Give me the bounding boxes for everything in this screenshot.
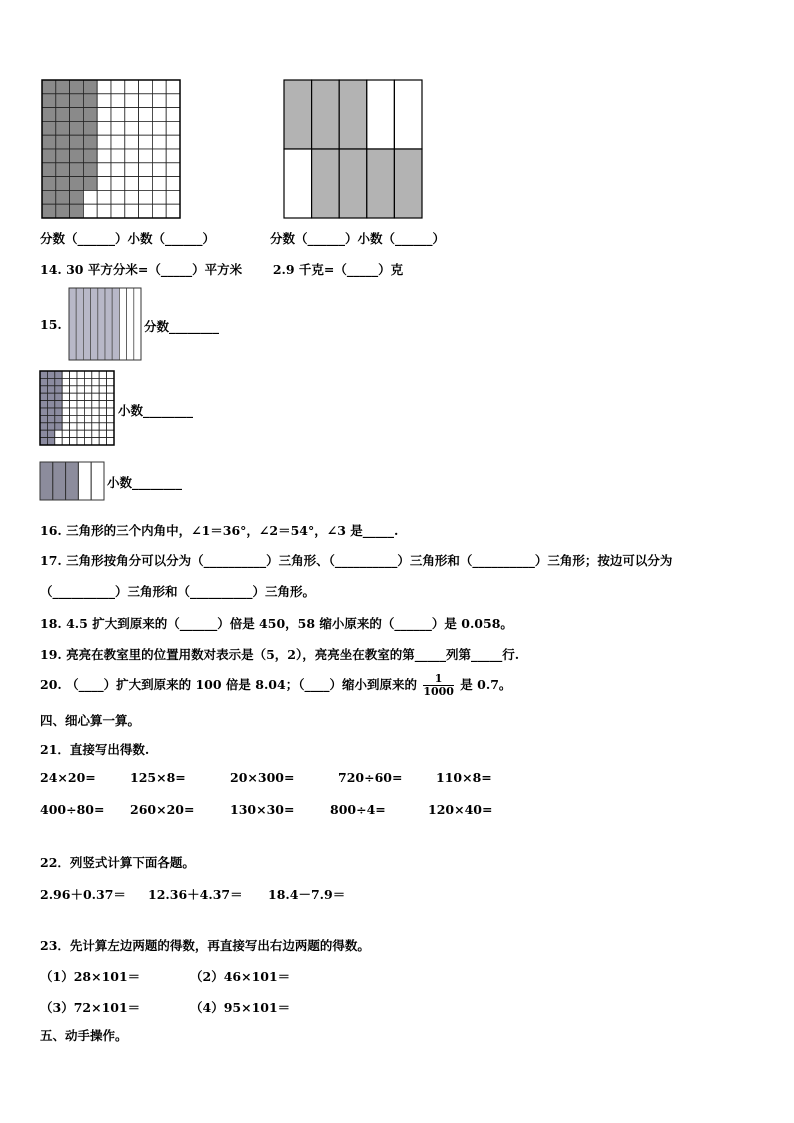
grid-cell — [394, 80, 422, 149]
shaded-cell — [83, 163, 97, 177]
ten-strip-figure — [68, 287, 142, 361]
grid-cell — [139, 108, 153, 122]
grid-cell — [111, 135, 125, 149]
shaded-cell — [42, 149, 56, 163]
shaded-cell — [47, 378, 54, 385]
grid-cell — [125, 149, 139, 163]
grid-cell — [70, 415, 77, 422]
shaded-cell — [70, 177, 84, 191]
section-heading-4: 四、细心算一算。 — [40, 713, 141, 728]
shaded-cell — [83, 121, 97, 135]
grid-cell — [111, 204, 125, 218]
grid-cell — [92, 430, 99, 437]
grid-cell — [84, 378, 91, 385]
shaded-cell — [312, 80, 340, 149]
question-21-title: 21．直接写出得数. — [40, 742, 150, 757]
grid-cell — [97, 121, 111, 135]
grid-cell — [70, 423, 77, 430]
grid-cell — [92, 401, 99, 408]
grid-cell — [166, 80, 180, 94]
grid-cell — [77, 378, 84, 385]
grid-cell — [107, 438, 114, 445]
question-number: 18. — [40, 616, 62, 631]
shaded-strip — [98, 288, 105, 360]
hundred-grid-figure-small — [39, 370, 115, 446]
grid-cell — [84, 415, 91, 422]
grid-cell — [139, 135, 153, 149]
grid-cell — [99, 371, 106, 378]
shaded-cell — [42, 94, 56, 108]
grid-cell — [77, 401, 84, 408]
section-heading-5: 五、动手操作。 — [40, 1028, 128, 1043]
calc-item: 720÷60= — [338, 770, 403, 785]
shaded-cell — [70, 121, 84, 135]
grid-cell — [111, 80, 125, 94]
shaded-strip — [53, 462, 66, 500]
grid-cell — [139, 190, 153, 204]
grid-cell — [125, 80, 139, 94]
question-text: 三角形的三个内角中，∠1＝36°，∠2＝54°，∠3 是_____. — [66, 523, 399, 538]
grid-cell — [84, 393, 91, 400]
shaded-cell — [56, 121, 70, 135]
calc-item: 110×8= — [436, 770, 492, 785]
hundred-grid-figure — [41, 79, 181, 219]
question-number: 14. — [40, 262, 62, 277]
shaded-cell — [339, 149, 367, 218]
grid-cell — [62, 423, 69, 430]
shaded-strip — [40, 462, 53, 500]
calc-item: 400÷80= — [40, 802, 105, 817]
question-17-line1 — [40, 551, 672, 569]
grid-cell — [70, 393, 77, 400]
shaded-cell — [83, 80, 97, 94]
shaded-cell — [40, 401, 47, 408]
shaded-cell — [55, 393, 62, 400]
shaded-cell — [55, 401, 62, 408]
grid-cell — [70, 438, 77, 445]
calc-item: （3）72×101＝ — [40, 1000, 141, 1015]
grid-cell — [92, 378, 99, 385]
calc-item: 20×300= — [230, 770, 295, 785]
grid-cell — [107, 378, 114, 385]
q15-label-decimal-2: 小数________ — [107, 475, 183, 490]
grid-cell — [166, 204, 180, 218]
shaded-cell — [70, 163, 84, 177]
shaded-cell — [55, 423, 62, 430]
grid-cell — [55, 438, 62, 445]
grid-cell — [152, 177, 166, 191]
grid-cell — [107, 401, 114, 408]
shaded-strip — [66, 462, 79, 500]
grid-cell — [84, 438, 91, 445]
grid-cell — [125, 163, 139, 177]
grid-cell — [97, 94, 111, 108]
grid-cell — [97, 177, 111, 191]
shaded-cell — [70, 190, 84, 204]
grid-cell — [111, 121, 125, 135]
grid-cell — [84, 371, 91, 378]
shaded-cell — [40, 430, 47, 437]
grid-cell — [111, 177, 125, 191]
grid-cell — [99, 423, 106, 430]
question-text: 亮亮在教室里的位置用数对表示是（5，2），亮亮坐在教室的第_____列第_____行. — [66, 647, 520, 662]
shaded-cell — [70, 135, 84, 149]
grid-cell — [107, 371, 114, 378]
shaded-cell — [70, 149, 84, 163]
grid-cell — [70, 401, 77, 408]
grid-cell — [125, 190, 139, 204]
grid-cell — [62, 408, 69, 415]
grid-cell — [70, 378, 77, 385]
shaded-cell — [70, 94, 84, 108]
grid-cell — [92, 371, 99, 378]
shaded-cell — [56, 149, 70, 163]
shaded-cell — [42, 121, 56, 135]
shaded-cell — [83, 135, 97, 149]
shaded-cell — [56, 163, 70, 177]
grid-cell — [125, 177, 139, 191]
question-14 — [40, 260, 403, 278]
shaded-cell — [40, 378, 47, 385]
grid-cell — [62, 378, 69, 385]
grid-cell — [152, 108, 166, 122]
question-text: （____）扩大到原来的 100 倍是 8.04；（____）缩小到原来的 — [66, 677, 417, 692]
shaded-cell — [42, 80, 56, 94]
shaded-cell — [47, 430, 54, 437]
grid-cell — [152, 149, 166, 163]
grid-cell — [107, 430, 114, 437]
shaded-cell — [394, 149, 422, 218]
grid-cell — [84, 386, 91, 393]
grid-cell — [62, 393, 69, 400]
strip — [127, 288, 134, 360]
question-22-title: 22．列竖式计算下面各题。 — [40, 855, 195, 870]
grid-cell — [99, 386, 106, 393]
grid-cell — [92, 386, 99, 393]
shaded-strip — [91, 288, 98, 360]
shaded-cell — [42, 108, 56, 122]
grid-cell — [152, 80, 166, 94]
strip — [91, 462, 104, 500]
fraction — [423, 673, 454, 698]
grid-cell — [107, 408, 114, 415]
shaded-cell — [339, 80, 367, 149]
grid-cell — [62, 430, 69, 437]
grid-cell — [166, 135, 180, 149]
grid-cell — [111, 149, 125, 163]
grid-cell — [125, 204, 139, 218]
grid-cell — [139, 177, 153, 191]
shaded-cell — [47, 423, 54, 430]
grid-cell — [83, 204, 97, 218]
grid-cell — [111, 163, 125, 177]
shaded-cell — [40, 415, 47, 422]
grid-cell — [166, 94, 180, 108]
question-text: 三角形按角分可以分为（__________）三角形、（__________）三角形和（__________）三角形；按边可以分为 — [66, 553, 673, 568]
calc-item: 800÷4= — [330, 802, 386, 817]
grid-cell — [92, 423, 99, 430]
grid-cell — [152, 163, 166, 177]
grid-cell — [166, 108, 180, 122]
shaded-cell — [40, 386, 47, 393]
shaded-cell — [47, 438, 54, 445]
grid-cell — [97, 108, 111, 122]
grid-cell — [70, 408, 77, 415]
grid-cell — [367, 80, 395, 149]
calc-item: （4）95×101＝ — [190, 1000, 291, 1015]
grid-cell — [84, 430, 91, 437]
question-number: 20. — [40, 677, 62, 692]
grid-cell — [139, 80, 153, 94]
calc-item: 18.4－7.9＝ — [268, 887, 346, 902]
grid-cell — [70, 430, 77, 437]
grid-cell — [111, 190, 125, 204]
grid-cell — [99, 378, 106, 385]
grid-cell — [62, 386, 69, 393]
shaded-cell — [367, 149, 395, 218]
calc-item: （1）28×101＝ — [40, 969, 141, 984]
grid-cell — [152, 204, 166, 218]
shaded-cell — [312, 149, 340, 218]
shaded-cell — [83, 108, 97, 122]
grid-cell — [166, 163, 180, 177]
grid-cell — [139, 121, 153, 135]
q15-label-decimal-1: 小数________ — [118, 403, 194, 418]
grid-cell — [97, 204, 111, 218]
grid-cell — [166, 177, 180, 191]
grid-cell — [77, 408, 84, 415]
question-number: 17. — [40, 553, 62, 568]
grid-cell — [97, 135, 111, 149]
calc-item: （2）46×101＝ — [190, 969, 291, 984]
shaded-cell — [40, 393, 47, 400]
calc-item: 125×8= — [130, 770, 186, 785]
shaded-cell — [70, 204, 84, 218]
grid-cell — [152, 190, 166, 204]
grid-cell — [125, 121, 139, 135]
grid-cell — [125, 135, 139, 149]
shaded-cell — [56, 80, 70, 94]
question-text: 30 平方分米=（_____）平方米 — [66, 262, 243, 277]
shaded-cell — [56, 108, 70, 122]
grid-cell — [62, 371, 69, 378]
grid-cell — [111, 94, 125, 108]
shaded-cell — [40, 438, 47, 445]
grid-cell — [77, 386, 84, 393]
grid-cell — [139, 94, 153, 108]
question-number: 19. — [40, 647, 62, 662]
grid-cell — [99, 415, 106, 422]
fraction-denominator: 1000 — [423, 685, 454, 698]
question-23-title: 23．先计算左边两题的得数，再直接写出右边两题的得数。 — [40, 938, 370, 953]
shaded-cell — [55, 415, 62, 422]
calc-item: 120×40= — [428, 802, 493, 817]
grid-cell — [99, 408, 106, 415]
grid-cell — [139, 149, 153, 163]
grid-cell — [70, 386, 77, 393]
grid-cell — [125, 108, 139, 122]
question-15-number: 15. — [40, 317, 62, 332]
grid-cell — [152, 94, 166, 108]
shaded-strip — [112, 288, 119, 360]
shaded-cell — [40, 371, 47, 378]
shaded-cell — [42, 163, 56, 177]
grid-cell — [84, 423, 91, 430]
shaded-cell — [47, 386, 54, 393]
shaded-strip — [76, 288, 83, 360]
strip — [119, 288, 126, 360]
shaded-cell — [40, 408, 47, 415]
question-20 — [40, 673, 511, 698]
shaded-cell — [47, 415, 54, 422]
grid-cell — [107, 415, 114, 422]
question-19 — [40, 645, 519, 663]
question-text-end: 是 0.7。 — [460, 677, 512, 692]
grid-cell — [97, 163, 111, 177]
shaded-cell — [83, 94, 97, 108]
grid-cell — [107, 423, 114, 430]
calc-item: 12.36＋4.37＝ — [148, 887, 243, 902]
grid-cell — [97, 149, 111, 163]
grid-cell — [107, 393, 114, 400]
shaded-cell — [83, 177, 97, 191]
grid-cell — [77, 430, 84, 437]
shaded-cell — [42, 135, 56, 149]
grid-cell — [111, 108, 125, 122]
grid-cell — [92, 408, 99, 415]
q13-left-label: 分数（______）小数（______） — [40, 231, 216, 246]
shaded-strip — [69, 288, 76, 360]
shaded-cell — [47, 393, 54, 400]
grid-cell — [77, 415, 84, 422]
shaded-cell — [40, 423, 47, 430]
question-18 — [40, 614, 513, 632]
question-16 — [40, 521, 398, 539]
grid-cell — [152, 121, 166, 135]
grid-cell — [284, 149, 312, 218]
grid-cell — [92, 415, 99, 422]
grid-cell — [70, 371, 77, 378]
shaded-cell — [42, 177, 56, 191]
grid-cell — [99, 393, 106, 400]
grid-cell — [77, 423, 84, 430]
shaded-strip — [83, 288, 90, 360]
grid-cell — [77, 371, 84, 378]
shaded-cell — [56, 94, 70, 108]
shaded-cell — [47, 371, 54, 378]
fraction-numerator: 1 — [423, 673, 454, 686]
q15-label-fraction: 分数________ — [144, 319, 220, 334]
grid-cell — [166, 190, 180, 204]
shaded-cell — [47, 401, 54, 408]
shaded-cell — [42, 204, 56, 218]
shaded-cell — [55, 408, 62, 415]
grid-cell — [77, 438, 84, 445]
grid-cell — [97, 190, 111, 204]
grid-cell — [62, 415, 69, 422]
q13-right-label: 分数（______）小数（______） — [270, 231, 446, 246]
grid-cell — [77, 393, 84, 400]
grid-cell — [84, 408, 91, 415]
grid-cell — [139, 204, 153, 218]
shaded-cell — [284, 80, 312, 149]
shaded-cell — [42, 190, 56, 204]
shaded-cell — [55, 386, 62, 393]
grid-cell — [125, 94, 139, 108]
calc-item: 24×20= — [40, 770, 96, 785]
grid-cell — [92, 393, 99, 400]
grid-cell — [139, 163, 153, 177]
grid-cell — [62, 438, 69, 445]
shaded-cell — [83, 149, 97, 163]
shaded-cell — [55, 371, 62, 378]
grid-cell — [84, 401, 91, 408]
strip — [134, 288, 141, 360]
question-number: 16. — [40, 523, 62, 538]
grid-cell — [62, 401, 69, 408]
shaded-strip — [105, 288, 112, 360]
grid-cell — [107, 386, 114, 393]
grid-cell — [92, 438, 99, 445]
grid-cell — [99, 401, 106, 408]
grid-cell — [152, 135, 166, 149]
shaded-cell — [56, 204, 70, 218]
five-strip-figure — [39, 461, 105, 501]
grid-cell — [166, 149, 180, 163]
grid-cell — [97, 80, 111, 94]
calc-item: 260×20= — [130, 802, 195, 817]
shaded-cell — [55, 378, 62, 385]
grid-cell — [99, 430, 106, 437]
ten-rect-figure — [283, 79, 423, 219]
shaded-cell — [70, 108, 84, 122]
grid-cell — [83, 190, 97, 204]
grid-cell — [166, 121, 180, 135]
grid-cell — [55, 430, 62, 437]
strip — [78, 462, 91, 500]
question-17-line2: （__________）三角形和（__________）三角形。 — [40, 584, 316, 599]
question-text-2: 2.9 千克=（_____）克 — [272, 262, 404, 277]
calc-item: 130×30= — [230, 802, 295, 817]
calc-item: 2.96＋0.37＝ — [40, 887, 126, 902]
grid-cell — [99, 438, 106, 445]
shaded-cell — [56, 177, 70, 191]
shaded-cell — [70, 80, 84, 94]
shaded-cell — [47, 408, 54, 415]
question-text: 4.5 扩大到原来的（______）倍是 450，58 缩小原来的（______）是 0.058。 — [66, 616, 513, 631]
shaded-cell — [56, 190, 70, 204]
shaded-cell — [56, 135, 70, 149]
